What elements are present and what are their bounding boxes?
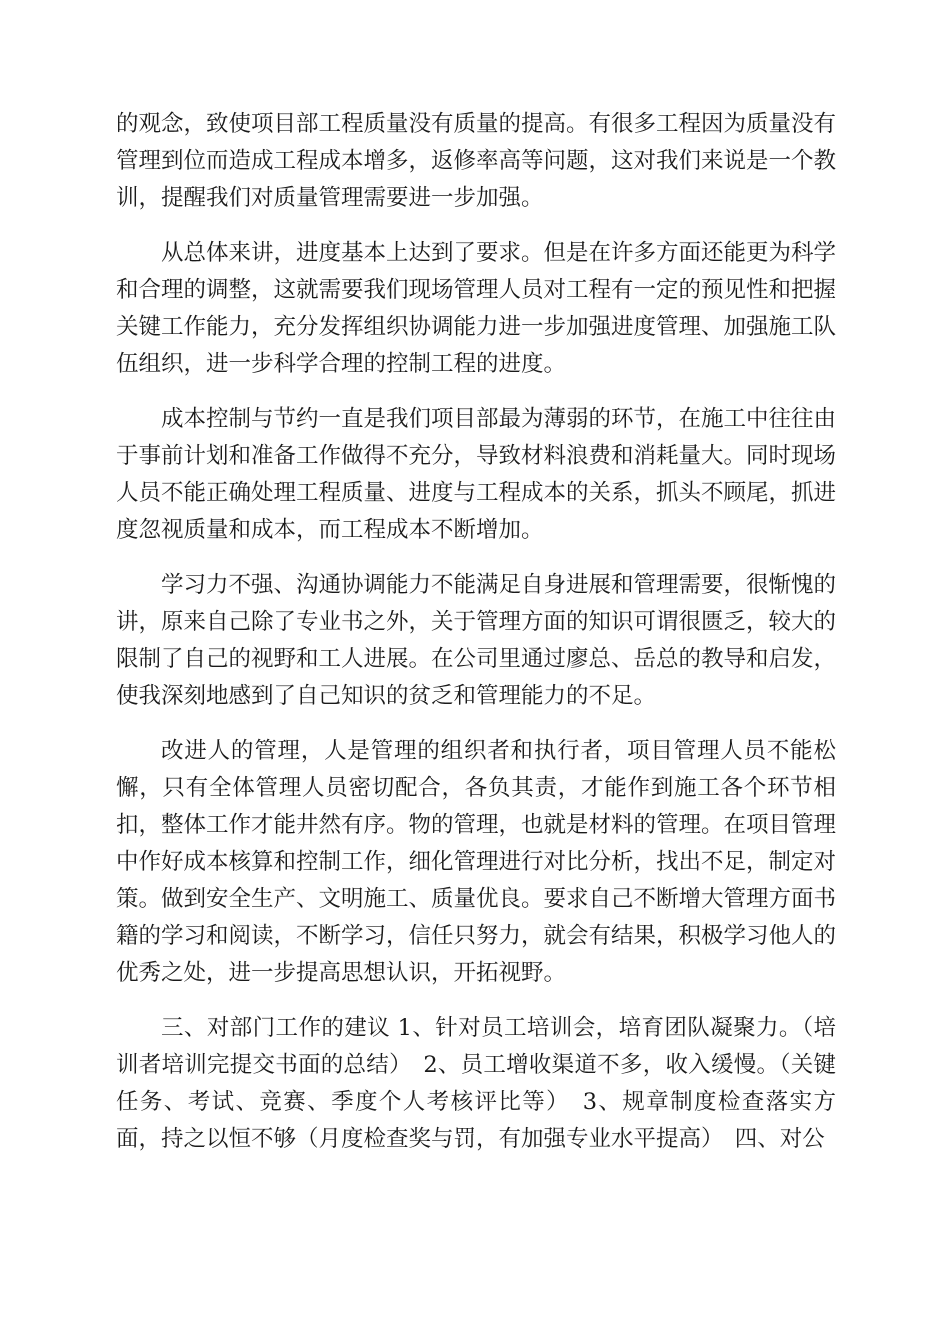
document-body xyxy=(116,106,836,1176)
paragraph-schedule: 从总体来讲，进度基本上达到了要求。但是在许多方面还能更为科学和合理的调整，这就需要我们现场管理人员对工程有一定的预见性和把握关键工作能力，充分发挥组织协调能力进一步加强进度管理、加强施工队伍组织，进一步科学合理的控制工程的进度。 xyxy=(116,240,837,377)
paragraph-department-suggestions: 三、对部门工作的建议 1、针对员工培训会，培育团队凝聚力。（培训者培训完提交书面的总结） 2、员工增收渠道不多，收入缓慢。（关键任务、考试、竞赛、季度个人考核评比等） 3、规章制度检查落实方面，持之以恒不够（月度检查奖与罚，有加强专业水平提高） 四、对公 xyxy=(116,1015,836,1152)
paragraph-management-improvement: 改进人的管理，人是管理的组织者和执行者，项目管理人员不能松懈，只有全体管理人员密切配合，各负其责，才能作到施工各个环节相扣，整体工作才能井然有序。物的管理，也就是材料的管理。在项目管理中作好成本核算和控制工作，细化管理进行对比分析，找出不足，制定对策。做到安全生产、文明施工、质量优良。要求自己不断增大管理方面书籍的学习和阅读，不断学习，信任只努力，就会有结果，积极学习他人的优秀之处，进一步提高思想认识，开拓视野。 xyxy=(116,738,837,986)
paragraph-learning: 学习力不强、沟通协调能力不能满足自身进展和管理需要，很惭愧的讲，原来自己除了专业书之外，关于管理方面的知识可谓很匮乏，较大的限制了自己的视野和工人进展。在公司里通过廖总、岳总的教导和启发，使我深刻地感到了自己知识的贫乏和管理能力的不足。 xyxy=(116,572,837,709)
paragraph-quality-lesson: 的观念，致使项目部工程质量没有质量的提高。有很多工程因为质量没有管理到位而造成工程成本增多，返修率高等问题，这对我们来说是一个教训，提醒我们对质量管理需要进一步加强。 xyxy=(116,111,837,211)
paragraph-cost-control: 成本控制与节约一直是我们项目部最为薄弱的环节，在施工中往往由于事前计划和准备工作做得不充分，导致材料浪费和消耗量大。同时现场人员不能正确处理工程质量、进度与工程成本的关系，抓头不顾尾，抓进度忽视质量和成本，而工程成本不断增加。 xyxy=(116,406,837,543)
